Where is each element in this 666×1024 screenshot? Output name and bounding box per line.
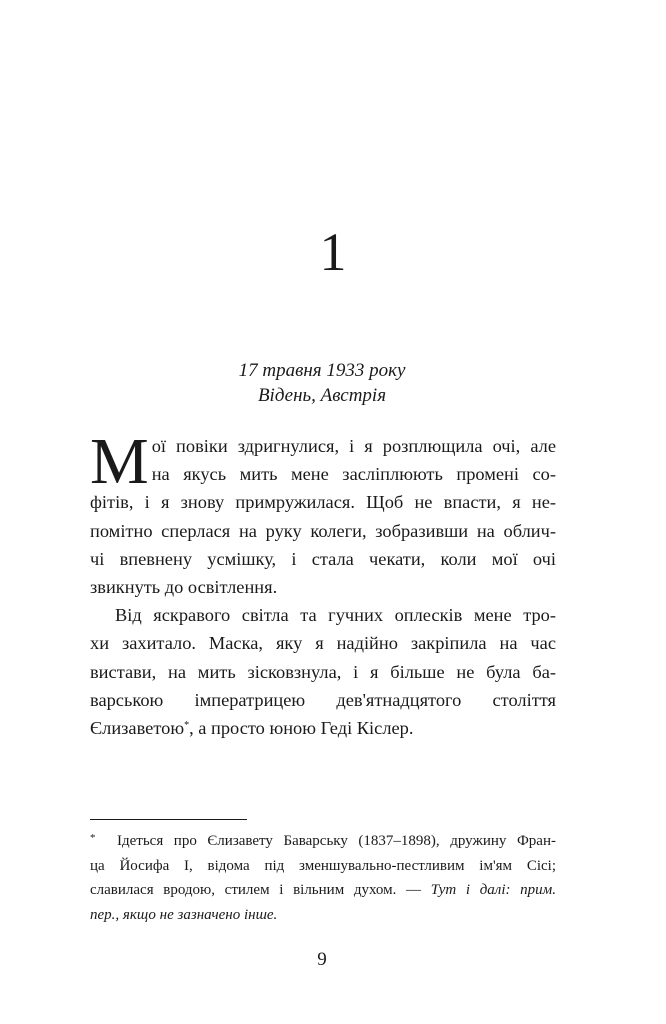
paragraph-line-last (90, 714, 556, 742)
footnote-line: Ідеться про Єлизавету Баварську (1837–1898), дружину Фран- (117, 833, 556, 849)
footnote-text: славилася вродою, стилем і вільним духом. — (90, 882, 431, 899)
footnote (90, 829, 556, 927)
page-number: 9 (317, 949, 327, 970)
footnote-divider (90, 819, 247, 820)
paragraph-line: на якусь мить мене засліплюють промені со- (151, 464, 556, 485)
footnote-line (90, 878, 556, 903)
paragraph-line: вистави, на мить зісковзнула, і я більше не була ба- (90, 661, 556, 682)
paragraph-1 (90, 425, 556, 601)
dateline-date: 17 травня 1933 року (238, 360, 406, 381)
footnote-marker: * (90, 832, 96, 844)
footnote-note-italic: Тут і далі: прим. (430, 882, 556, 899)
paragraph-2 (90, 601, 556, 742)
drop-cap: М (90, 425, 149, 498)
dateline (0, 358, 644, 408)
footnote-line: пер., якщо не зазначено інше. (90, 906, 278, 923)
chapter-number: 1 (319, 222, 347, 282)
chapter-body (90, 425, 556, 742)
paragraph-text: , а просто юною Геді Кіслер. (189, 718, 414, 739)
dateline-place: Відень, Австрія (257, 385, 387, 406)
footnote-line: ца Йосифа I, відома під зменшувально-пестливим ім'ям Сісі; (90, 857, 556, 874)
paragraph-line: звикнуть до освітлення. (90, 577, 278, 598)
paragraph-line: Від яскравого світла та гучних оплесків мене тро- (115, 605, 556, 626)
paragraph-line: чі впевнену усмішку, і стала чекати, коли мої очі (90, 548, 556, 569)
paragraph-line: варською імператрицею дев'ятнадцятого століття (90, 689, 556, 710)
footnote-reference[interactable]: * (184, 720, 190, 732)
paragraph-text: Єлизаветою (90, 718, 185, 739)
paragraph-line: хи захитало. Маска, яку я надійно закріпила на час (90, 633, 556, 654)
paragraph-line: ої повіки здригнулися, і я розплющила очі, але (151, 436, 556, 456)
paragraph-line: фітів, і я знову примружилася. Щоб не впасти, я не- (90, 492, 556, 513)
paragraph-line: помітно сперлася на руку колеги, зобразивши на облич- (90, 520, 556, 541)
